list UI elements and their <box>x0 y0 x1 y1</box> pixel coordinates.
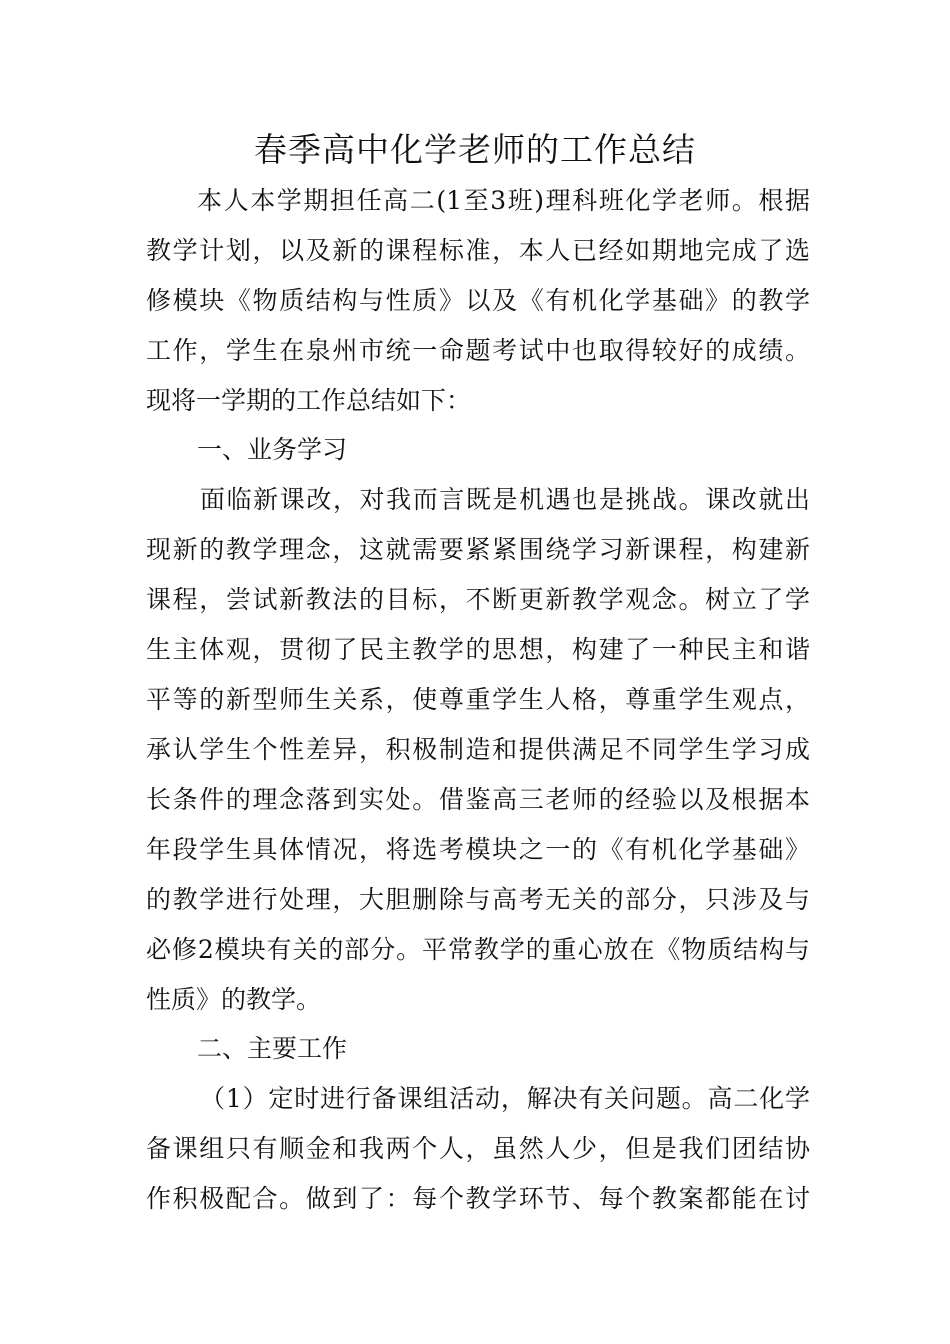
paragraph-line: 本人本学期担任高二(1至3班)理科班化学老师。根据 <box>197 186 810 215</box>
paragraph-line: 必修2模块有关的部分。平常教学的重心放在《物质结构与 <box>146 935 810 964</box>
paragraph-line: 课程，尝试新教法的目标，不断更新教学观念。树立了学 <box>146 585 810 614</box>
paragraph-line: 生主体观，贯彻了民主教学的思想，构建了一种民主和谐 <box>146 635 810 664</box>
paragraph-line: 备课组只有顺金和我两个人，虽然人少，但是我们团结协 <box>146 1134 810 1163</box>
document-title: 春季高中化学老师的工作总结 <box>254 130 696 169</box>
paragraph-line: 的教学进行处理，大胆删除与高考无关的部分，只涉及与 <box>146 885 810 914</box>
paragraph-line: 教学计划，以及新的课程标准，本人已经如期地完成了选 <box>146 236 810 265</box>
paragraph-line: 平等的新型师生关系，使尊重学生人格，尊重学生观点， <box>146 685 810 714</box>
paragraph-line: 承认学生个性差异，积极制造和提供满足不同学生学习成 <box>146 735 810 764</box>
paragraph-line: 作积极配合。做到了：每个教学环节、每个教案都能在讨 <box>146 1184 810 1213</box>
paragraph-line: 面临新课改，对我而言既是机遇也是挑战。课改就出 <box>200 485 810 514</box>
section-heading: 一、业务学习 <box>197 435 348 464</box>
paragraph-line: 性质》的教学。 <box>146 985 322 1014</box>
paragraph-line: 工作，学生在泉州市统一命题考试中也取得较好的成绩。 <box>146 336 810 365</box>
section-heading: 二、主要工作 <box>197 1034 348 1063</box>
paragraph-line: 现新的教学理念，这就需要紧紧围绕学习新课程，构建新 <box>146 535 810 564</box>
paragraph-line: （1）定时进行备课组活动，解决有关问题。高二化学 <box>200 1084 810 1113</box>
paragraph-line: 年段学生具体情况，将选考模块之一的《有机化学基础》 <box>146 835 810 864</box>
paragraph-line: 现将一学期的工作总结如下： <box>146 386 472 415</box>
paragraph-line: 修模块《物质结构与性质》以及《有机化学基础》的教学 <box>146 286 810 315</box>
paragraph-line: 长条件的理念落到实处。借鉴高三老师的经验以及根据本 <box>146 785 810 814</box>
